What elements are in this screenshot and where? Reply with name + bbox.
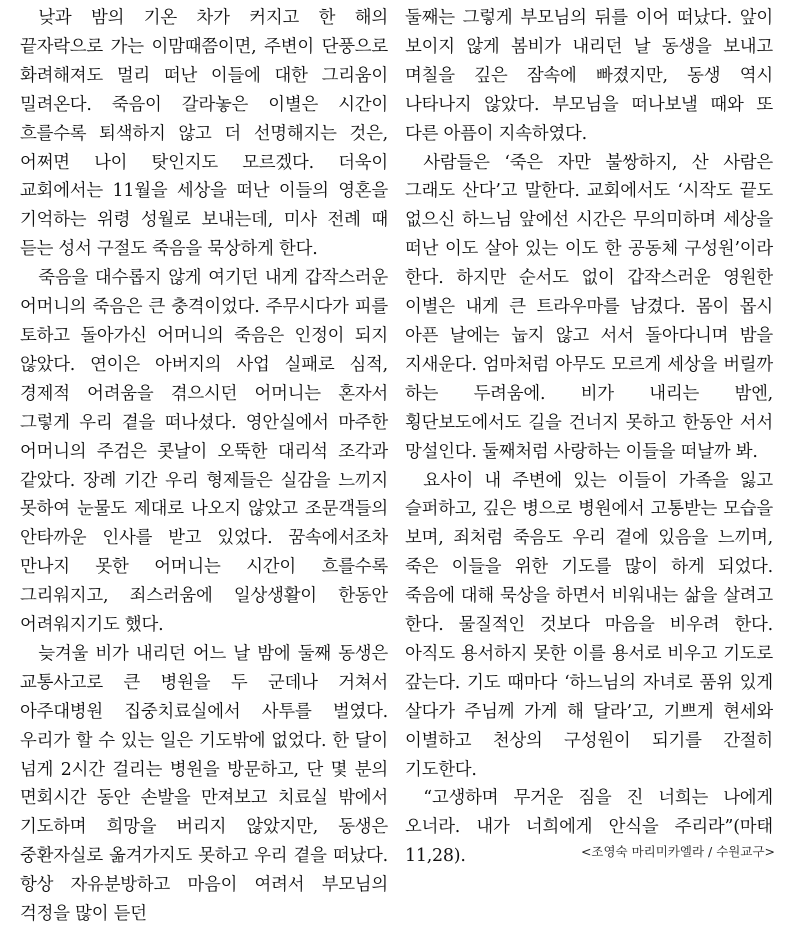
right-column — [405, 4, 773, 871]
left-column — [20, 4, 388, 929]
author-signature: <조영숙 마리미카엘라 / 수원교구> — [580, 844, 775, 859]
paragraph-brother-departure: 둘째는 그렇게 부모님의 뒤를 이어 떠났다. 앞이 보이지 않게 봄비가 내리던 날 동생을 보내고 며칠을 깊은 잠속에 빠졌지만, 동생 역시 나타나지 않았다. 부모님을 떠나보낼 때와 또 다른 아픔이 지속하였다. — [405, 8, 773, 144]
paragraph-brother-accident: 늦겨울 비가 내리던 어느 날 밤에 둘째 동생은 교통사고로 큰 병원을 두 군데나 거쳐서 아주대병원 집중치료실에서 사투를 벌였다. 우리가 할 수 있는 일은 기도밖에 없었다. 한 달이 넘게 2시간 걸리는 병원을 방문하고, 단 몇 분의 면회시간 동안 손발을 만져보고 치료실 밖에서 기도하며 희망을 버리지 않았지만, 동생은 중환자실로 옮겨가지도 못하고 우리 곁을 떠났다. 항상 자유분방하고 마음이 여려서 부모님의 걱정을 많이 듣던 — [20, 643, 388, 925]
paragraph-trauma: 사람들은 ‘죽은 자만 불쌍하지, 산 사람은 그래도 산다’고 말한다. 교회에서도 ‘시작도 끝도 없으신 하느님 앞에선 시간은 무의미하며 세상을 떠난 이도 살아 있는 이도 한 공동체 구성원’이라 한다. 하지만 순서도 없이 갑작스러운 영원한 이별은 내게 큰 트라우마를 남겼다. 몸이 몹시 아픈 날에는 눕지 않고 서서 돌아다니며 밤을 지새운다. 엄마처럼 아무도 모르게 세상을 버릴까 하는 두려움에. 비가 내리는 밤엔, 횡단보도에서도 길을 건너지 못하고 한동안 서서 망설인다. 둘째처럼 사랑하는 이들을 떠날까 봐. — [405, 152, 773, 462]
paragraph-prayer: 요사이 내 주변에 있는 이들이 가족을 잃고 슬퍼하고, 깊은 병으로 병원에서 고통받는 모습을 보며, 죄처럼 죽음도 우리 곁에 있음을 느끼며, 죽은 이들을 위한 기도를 많이 하게 되었다. 죽음에 대해 묵상을 하면서 비워내는 삶을 살려고 한다. 물질적인 것보다 마음을 비우려 한다. 아직도 용서하지 못한 이를 용서로 비우고 기도로 갚는다. 기도 때마다 ‘하느님의 자녀로 품위 있게 살다가 주님께 가게 해 달라’고, 기쁘게 현세와 이별하고 천상의 구성원이 되기를 간절히 기도한다. — [405, 470, 773, 780]
paragraph-autumn-longing: 낮과 밤의 기온 차가 커지고 한 해의 끝자락으로 가는 이맘때쯤이면, 주변이 단풍으로 화려해져도 멀리 떠난 이들에 대한 그리움이 밀려온다. 죽음이 갈라놓은 이별은 시간이 흐를수록 퇴색하지 않고 더 선명해지는 것은, 어쩌면 나이 탓인지도 모르겠다. 더욱이 교회에서는 11월을 세상을 떠난 이들의 영혼을 기억하는 위령 성월로 보내는데, 미사 전례 때 듣는 성서 구절도 죽음을 묵상하게 한다. — [20, 8, 388, 260]
paragraph-mother-death: 죽음을 대수롭지 않게 여기던 내게 갑작스러운 어머니의 죽음은 큰 충격이었다. 주무시다가 피를 토하고 돌아가신 어머니의 죽음은 인정이 되지 않았다. 연이은 아버지의 사업 실패로 심적, 경제적 어려움을 겪으시던 어머니는 혼자서 그렇게 우리 곁을 떠나셨다. 영안실에서 마주한 어머니의 주검은 콧날이 오뚝한 대리석 조각과 같았다. 장례 기간 우리 형제들은 실감을 느끼지 못하여 눈물도 제대로 나오지 않았고 조문객들의 안타까운 인사를 받고 있었다. 꿈속에서조차 만나지 못한 어머니는 시간이 흐를수록 그리워지고, 죄스러움에 일상생활이 한동안 어려워지기도 했다. — [20, 268, 388, 636]
paragraph-scripture-quote: “고생하며 무거운 짐을 진 너희는 나에게 오너라. 내가 너희에게 안식을 주리라”(마태 11,28). — [405, 788, 773, 867]
